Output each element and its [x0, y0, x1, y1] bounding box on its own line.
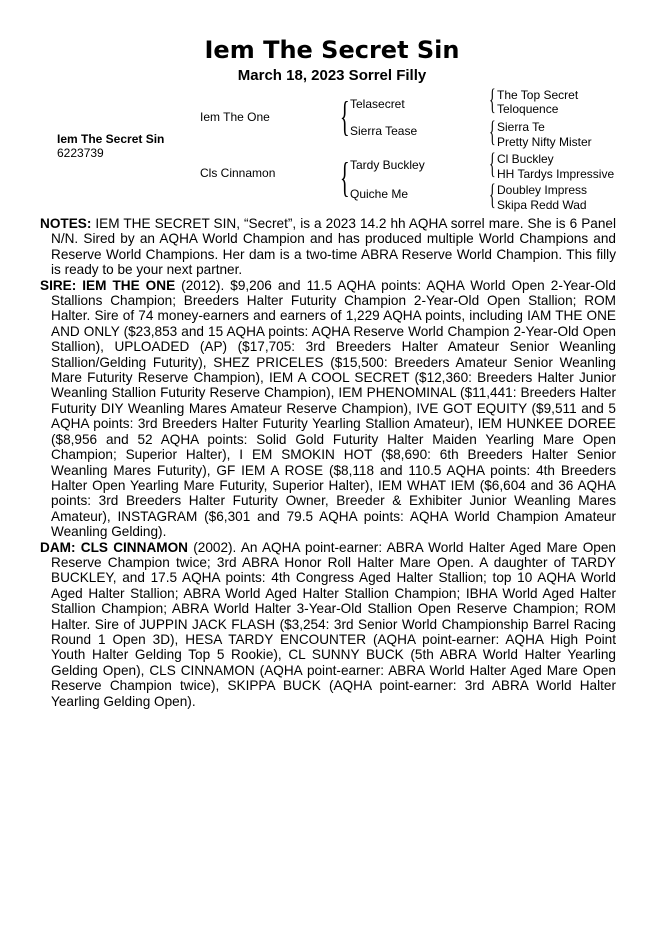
ggp-5: Cl Buckley	[497, 152, 554, 166]
ggp-brace-2: {	[489, 117, 496, 150]
ggp-2: Teloquence	[497, 102, 559, 116]
page-title: Iem The Secret Sin	[204, 36, 460, 64]
dam-label: DAM: CLS CINNAMON	[40, 539, 188, 555]
horse-registration-number: 6223739	[57, 146, 104, 160]
sire-dam-name: Sierra Tease	[350, 124, 418, 138]
sire-label: SIRE: IEM THE ONE	[40, 277, 176, 293]
ggp-4: Pretty Nifty Mister	[497, 135, 592, 149]
dam-sire-name: Tardy Buckley	[350, 158, 425, 172]
ggp-8: Skipa Redd Wad	[497, 198, 587, 212]
sire-text: (2012). $9,206 and 11.5 AQHA points: AQHA World Open 2-Year-Old Stallions Champion; Breeders Halter Futurity Champion 2-Year-Old Open Stallion; ROM Halter. Sire of 74 money-earners and earners of 1,229 AQHA points, including IAM THE ONE AND ONLY ($23,853 and 15 AQHA points: AQHA Reserve World Champion 2-Year-Old Open Stallion), UPLOADED (AP) ($17,705: 3rd Breeders Halter Amateur Senior Weanling Stallion/Gelding Futurity), SHEZ PRICELES ($15,500: Breeders Amateur Senior Weanling Mare Futurity Reserve Champion), IEM A COOL SECRET ($12,360: Breeders Halter Junior Weanling Stallion Futurity Reserve Champion), IEM PHENOMINAL ($11,441: Breeders Halter Futurity DIY Weanling Mares Amateur Reserve Champion), IVE GOT EQUITY ($9,511 and 5 AQHA points: 3rd Breeders Halter Futurity Yearling Stallion Amateur), IEM HUNKEE DOREE ($8,956 and 52 AQHA points: Solid Gold Futurity Halter Maiden Yearling Mare Open Champion; Superior Halter), I EM SMOKIN HOT ($8,690: 6th Breeders Halter Senior Weanling Mares Futurity), GF IEM A ROSE ($8,118 and 110.5 AQHA points: 4th Breeders Halter Open Yearling Mare Futurity, Superior Halter), IEM WHAT IEM ($6,604 and 36 AQHA points: 3rd Breeders Halter Futurity Owner, Breeder & Exhibiter Junior Weanling Mares Amateur), INSTAGRAM ($6,301 and 79.5 AQHA points: AQHA World Champion Amateur Weanling Gelding).	[51, 277, 616, 540]
dam-brace: {	[340, 155, 350, 203]
horse-name: Iem The Secret Sin	[57, 132, 165, 146]
ggp-1: The Top Secret	[497, 88, 579, 102]
sire-name: Iem The One	[200, 110, 270, 124]
notes-label: NOTES:	[40, 216, 92, 231]
dam-paragraph	[40, 540, 616, 709]
sire-sire-name: Telasecret	[350, 97, 405, 111]
description-body	[40, 216, 616, 709]
dam-dam-name: Quiche Me	[350, 187, 409, 201]
ggp-6: HH Tardys Impressive	[497, 167, 615, 181]
sire-paragraph	[40, 278, 616, 540]
notes-paragraph	[40, 216, 616, 278]
dam-name: Cls Cinnamon	[200, 166, 276, 180]
ggp-3: Sierra Te	[497, 120, 545, 134]
ggp-brace-4: {	[489, 180, 496, 213]
page-subtitle: March 18, 2023 Sorrel Filly	[237, 67, 427, 84]
dam-text: (2002). An AQHA point-earner: ABRA World Halter Aged Mare Open Reserve Champion twice; 3rd ABRA Honor Roll Halter Mare Open. A daughter of TARDY BUCKLEY, and 17.5 AQHA points: 4th Congress Aged Halter Stallion; top 10 AQHA World Aged Halter Stallion; ABRA World Aged Halter Stallion Champion; IBHA World Aged Halter Stallion Champion; ABRA World Halter 3-Year-Old Stallion Open Reserve Champion; ROM Halter. Sire of JUPPIN JACK FLASH ($3,254: 3rd Senior World Championship Barrel Racing Round 1 Open 3D), HESA TARDY ENCOUNTER (AQHA point-earner: AQHA High Point Youth Halter Gelding Top 5 Rookie), CL SUNNY BUCK (5th ABRA World Halter Yearling Gelding Open), CLS CINNAMON (AQHA point-earner: ABRA World Halter Aged Mare Open Reserve Champion twice), SKIPPA BUCK (AQHA point-earner: 3rd ABRA World Halter Yearling Gelding Open).	[51, 539, 616, 709]
sire-brace: {	[340, 94, 350, 142]
ggp-brace-1: {	[489, 85, 496, 118]
ggp-7: Doubley Impress	[497, 183, 588, 197]
ggp-brace-3: {	[489, 149, 496, 182]
notes-text: IEM THE SECRET SIN, “Secret”, is a 2023 14.2 hh AQHA sorrel mare. She is 6 Panel N/N. Sired by an AQHA World Champion and has produced multiple World Champions and Reserve World Champions. Her dam is a two-time ABRA Reserve World Champion. This filly is ready to be your next partner.	[51, 216, 616, 278]
